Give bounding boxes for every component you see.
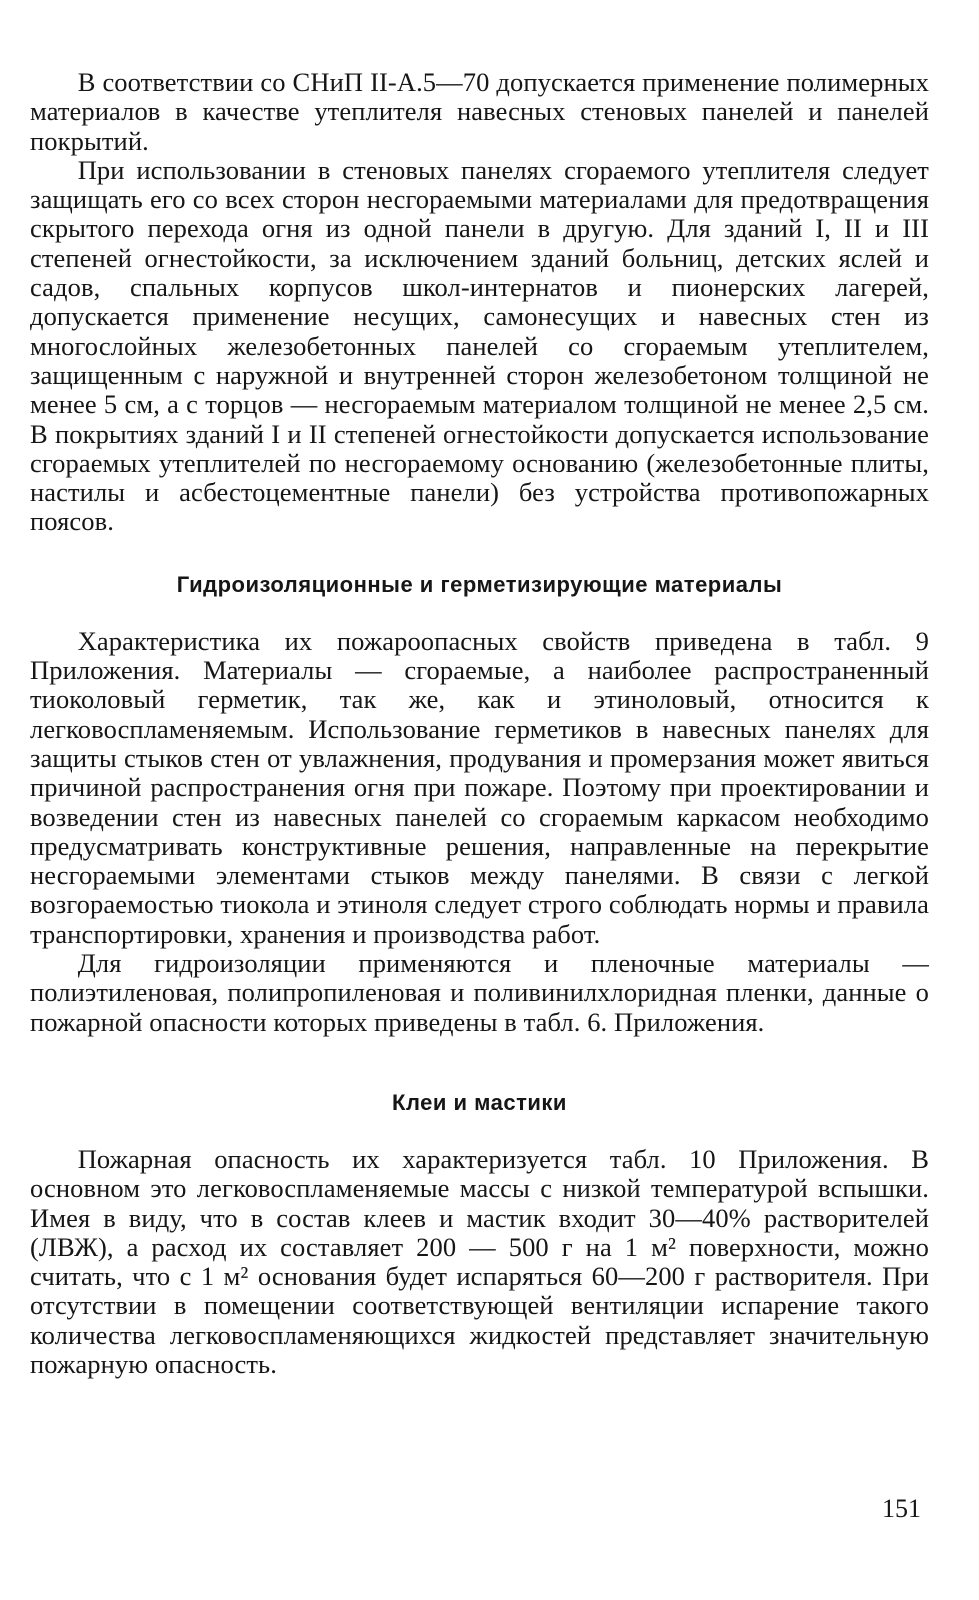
paragraph-films: Для гидроизоляции применяются и пленочные материалы — полиэтиленовая, полипропиленовая и поливинилхлоридная пленки, данные о пожарной опасности которых приведены в табл. 6. Приложения. <box>30 948 929 1037</box>
paragraph-wall-panels: При использовании в стеновых панелях сгораемого утеплителя следует защищать его со всех сторон несгораемыми материалами для предотвращения скрытого перехода огня из одной панели в другую. Для зданий I, II и III степеней огнестойкости, за исключением зданий больниц, детских яслей и садов, спальных корпусов школ-интернатов и пионерских лагерей, допускается применение несущих, самонесущих и навесных стен из многослойных железобетонных панелей со сгораемым утеплителем, защищенным с наружной и внутренней сторон железобетоном толщиной не менее 5 см, а с торцов — несгораемым материалом толщиной не менее 2,5 см. В покрытиях зданий I и II степеней огнестойкости допускается использование сгораемых утеплителей по несгораемому основанию (железобетонные плиты, настилы и асбестоцементные панели) без устройства противопожарных поясов. <box>30 154 929 537</box>
paragraph-adhesives: Пожарная опасность их характеризуется табл. 10 Приложения. В основном это легковоспламеняемые массы с низкой температурой вспышки. Имея в виду, что в состав клеев и мастик входит 30—40% растворителей (ЛВЖ), а расход их составляет 200 — 500 г на 1 м² поверхности, можно считать, что с 1 м² основания будет испаряться 60—200 г растворителя. При отсутствии в помещении соответствующей вентиляции испарение такого количества легковоспламеняющихся жидкостей представляет значительную пожарную опасность. <box>30 1143 929 1379</box>
section-heading-waterproofing: Гидроизоляционные и герметизирующие материалы <box>176 571 783 597</box>
section-heading-adhesives: Клеи и мастики <box>392 1089 567 1115</box>
page-number: 151 <box>882 1494 921 1523</box>
paragraph-sealants: Характеристика их пожароопасных свойств приведена в табл. 9 Приложения. Материалы — сгораемые, а наиболее распространенный тиоколовый герметик, так же, как и этиноловый, относится к легковоспламеняемым. Использование герметиков в навесных панелях для защиты стыков стен от увлажнения, продувания и промерзания может явиться причиной распространения огня при пожаре. Поэтому при проектировании и возведении стен из навесных панелей со сгораемым каркасом необходимо предусматривать конструктивные решения, направленные на перекрытие несгораемыми элементами стыков между панелями. В связи с легкой возгораемостью тиокола и этиноля следует строго соблюдать нормы и правила транспортировки, хранения и производства работ. <box>30 625 929 949</box>
paragraph-snip-insulation: В соответствии со СНиП II-А.5—70 допускается применение полимерных материалов в качестве утеплителя навесных стеновых панелей и панелей покрытий. <box>30 67 929 156</box>
